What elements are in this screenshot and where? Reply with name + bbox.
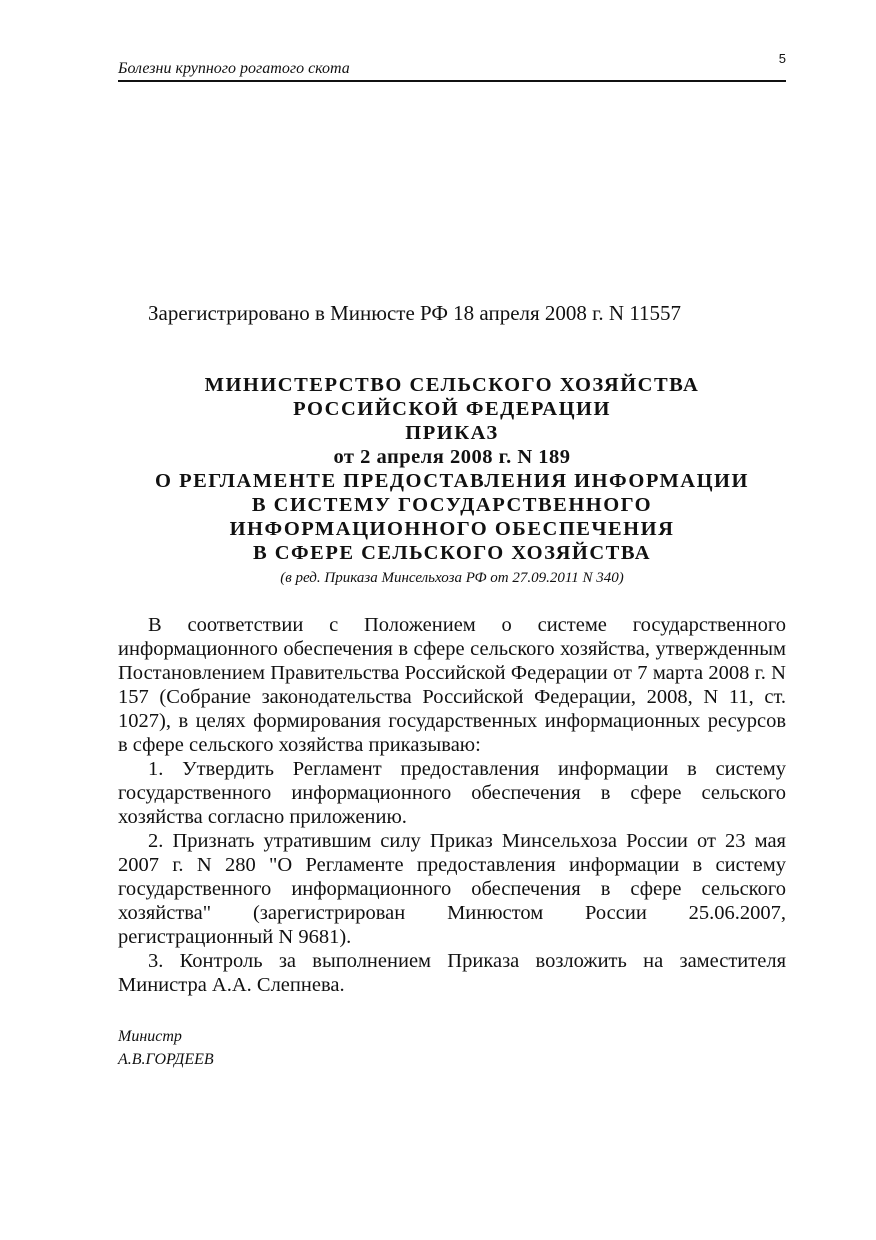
registration-note: Зарегистрировано в Минюсте РФ 18 апреля 2008 г. N 11557 — [148, 301, 682, 325]
edition-note: (в ред. Приказа Минсельхоза РФ от 27.09.2011 N 340) — [280, 570, 624, 586]
document-subject-line-4: В СФЕРЕ СЕЛЬСКОГО ХОЗЯЙСТВА — [252, 542, 652, 564]
order-item-2: 2. Признать утратившим силу Приказ Минсельхоза России от 23 мая 2007 г. N 280 "О Регламенте предоставления информации в систему государственного информационного обеспечения в сфере сельского хозяйства" (зарегистрирован Минюстом России 25.06.2007, регистрационный N 9681). — [118, 830, 786, 948]
order-item-3: 3. Контроль за выполнением Приказа возложить на заместителя Министра А.А. Слепнева. — [118, 950, 786, 996]
ministry-name-line-2: РОССИЙСКОЙ ФЕДЕРАЦИИ — [293, 398, 611, 420]
signatory-position: Министр — [118, 1028, 182, 1045]
preamble-paragraph: В соответствии с Положением о системе государственного информационного обеспечения в сфере сельского хозяйства, утвержденным Постановлением Правительства Российской Федерации от 7 марта 2008 г. N 157 (Собрание законодательства Российской Федерации, 2008, N 11, ст. 1027), в целях формирования государственных информационных ресурсов в сфере сельского хозяйства приказываю: — [118, 614, 786, 756]
document-heading — [118, 373, 786, 589]
order-item-1: 1. Утвердить Регламент предоставления информации в систему государственного информационного обеспечения в сфере сельского хозяйства согласно приложению. — [118, 758, 786, 828]
document-date-number: от 2 апреля 2008 г. N 189 — [333, 446, 571, 468]
document-subject-line-2: В СИСТЕМУ ГОСУДАРСТВЕННОГО — [251, 494, 653, 516]
document-body — [118, 613, 786, 997]
running-header — [118, 51, 786, 82]
document-subject-line-3: ИНФОРМАЦИОННОГО ОБЕСПЕЧЕНИЯ — [229, 518, 675, 540]
running-title: Болезни крупного рогатого скота — [118, 60, 350, 77]
signatory-name: А.В.ГОРДЕЕВ — [118, 1051, 214, 1068]
signature-block — [118, 1025, 214, 1071]
document-type: ПРИКАЗ — [405, 422, 499, 444]
ministry-name-line-1: МИНИСТЕРСТВО СЕЛЬСКОГО ХОЗЯЙСТВА — [204, 374, 700, 396]
page-number: 5 — [778, 51, 786, 66]
document-subject-line-1: О РЕГЛАМЕНТЕ ПРЕДОСТАВЛЕНИЯ ИНФОРМАЦИИ — [155, 470, 749, 492]
